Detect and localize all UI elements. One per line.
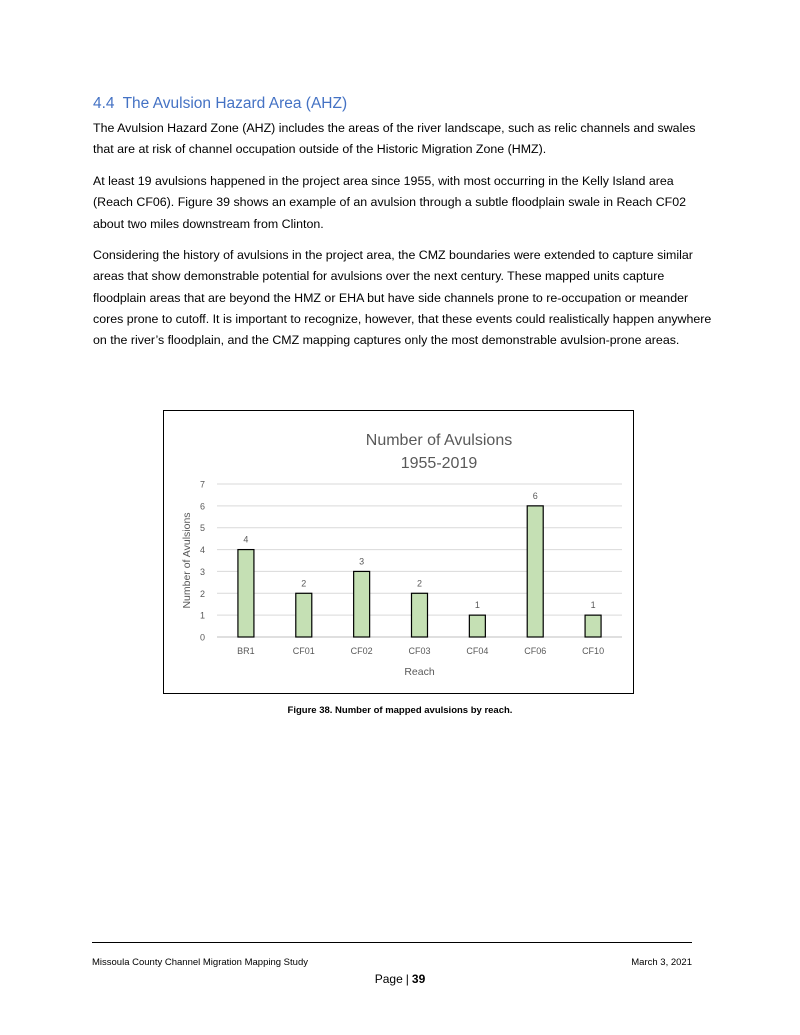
- data-label: 2: [301, 578, 307, 589]
- x-tick-label: CF03: [408, 646, 431, 656]
- x-tick-label: CF06: [524, 646, 547, 656]
- chart-title: Number of Avulsions: [365, 432, 513, 449]
- bar: [527, 506, 543, 637]
- section-heading: [93, 95, 347, 113]
- bar: [296, 593, 312, 637]
- x-axis-label: Reach: [404, 666, 435, 678]
- page-number-value: 39: [411, 972, 426, 986]
- data-label: 3: [359, 556, 365, 567]
- y-axis-label: Number of Avulsions: [181, 512, 193, 609]
- data-label: 6: [532, 490, 538, 501]
- avulsions-chart: [163, 410, 634, 694]
- data-label: 1: [590, 600, 596, 611]
- bar: [238, 550, 254, 637]
- paragraph-cmz-boundaries: Considering the history of avulsions in the project area, the CMZ boundaries were extended to capture similar areas that show demonstrable potential for avulsions over the next century. These mapped units capture floodplain areas that are beyond the HMZ or EHA but have side channels prone to re-occupation or meander cores prone to cutoff. It is important to recognize, however, that these events could realistically happen anywhere on the river’s floodplain, and the CMZ mapping captures only the most demonstrable avulsion-prone areas.: [93, 248, 712, 348]
- data-label: 1: [474, 600, 480, 611]
- data-label: 2: [416, 578, 423, 589]
- y-tick-label: 4: [199, 545, 205, 556]
- bar: [412, 593, 428, 637]
- footer-study-title: Missoula County Channel Migration Mapping Study: [92, 957, 308, 968]
- page-label: Page: [374, 972, 403, 986]
- page-separator: |: [405, 972, 409, 986]
- bar: [469, 615, 485, 637]
- x-tick-label: BR1: [237, 646, 255, 656]
- y-tick-label: 5: [199, 523, 205, 534]
- y-tick-label: 3: [199, 566, 205, 577]
- x-tick-label: CF10: [582, 646, 605, 656]
- page-number: [0, 972, 800, 986]
- data-label: 4: [243, 534, 249, 545]
- section-title: The Avulsion Hazard Area (AHZ): [122, 95, 348, 112]
- paragraph-ahz-definition: The Avulsion Hazard Zone (AHZ) includes the areas of the river landscape, such as relic channels and swales that are at risk of channel occupation outside of the Historic Migration Zone (HMZ).: [93, 121, 696, 157]
- chart-subtitle: 1955-2019: [400, 455, 478, 472]
- footer-date: March 3, 2021: [631, 957, 692, 968]
- bar: [585, 615, 601, 637]
- y-tick-label: 0: [199, 632, 205, 643]
- bar: [354, 571, 370, 637]
- x-tick-label: CF04: [466, 646, 489, 656]
- chart-canvas: [164, 411, 633, 693]
- footer-divider: [92, 942, 692, 943]
- x-tick-label: CF01: [292, 646, 315, 656]
- paragraph-avulsion-history: At least 19 avulsions happened in the project area since 1955, with most occurring in the Kelly Island area (Reach CF06). Figure 39 shows an example of an avulsion through a subtle floodplain swale in Reach CF02 about two miles downstream from Clinton.: [93, 174, 687, 231]
- section-number: 4.4: [93, 95, 115, 112]
- x-tick-label: CF02: [350, 646, 373, 656]
- y-tick-label: 1: [199, 610, 205, 621]
- figure-caption: Figure 38. Number of mapped avulsions by reach.: [287, 705, 513, 716]
- y-tick-label: 6: [199, 501, 205, 512]
- y-tick-label: 7: [199, 479, 205, 490]
- y-tick-label: 2: [199, 588, 205, 599]
